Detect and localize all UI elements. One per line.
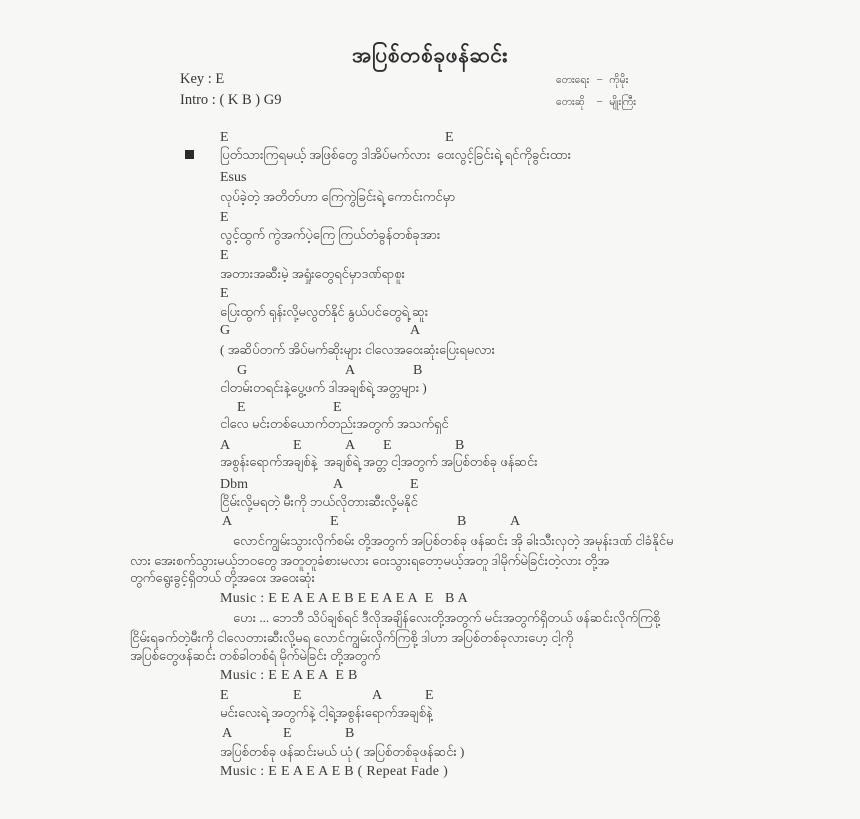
lyric-text: အတားအဆီးမဲ့ အရှုံးတွေရင်မှာဒဏ်ရာစူး (220, 266, 405, 281)
lyric-text: ငါတမ်းတရင်းနဲ့ပွေ့ဖက် ဒါအချစ်ရဲ့ အတ္တများ ) (220, 380, 427, 395)
lyric-text: ငြိမ်းလို့မရတဲ့ မီးကို ဘယ်လိုတားဆီးလို့မနိုင် (220, 494, 418, 509)
chord-symbol: A (220, 438, 231, 453)
lyric-line (0, 648, 860, 668)
lyric-line (0, 705, 860, 725)
lyric-text: လောင်ကျွမ်းသွားလိုက်စမ်း တို့အတွက် အပြစ်တစ်ခု ဖန်ဆင်း အို ခါးသီးလှတဲ့ အမုန်းဒဏ် ငါခံနိုင်မ (233, 533, 674, 548)
lyric-line (0, 454, 860, 474)
chord-symbol: E (425, 688, 434, 703)
composer-credit (556, 74, 628, 89)
lyric-line (0, 494, 860, 514)
credit-dash: – (597, 74, 603, 85)
composer-credit-value: ကိုမိုး (609, 75, 629, 86)
chord-symbol: E (330, 514, 339, 529)
lyric-text: အပြစ်တစ်ခု ဖန်ဆင်းမယ် ယုံ ( အပြစ်တစ်ခုဖန်ဆင်း ) (220, 744, 465, 759)
music-interlude-text: Music : E E A E A E B E E A E A E B A (220, 591, 469, 606)
lyric-text: မင်းလေးရဲ့ အတွက်နဲ့ ငါ့ရဲ့အစွန်းရောက်အချစ်နဲ့ (220, 705, 433, 720)
lyric-line (0, 304, 860, 324)
key-line: Key : E (180, 71, 225, 87)
chord-symbol: E (283, 726, 292, 741)
composer-credit-label: တေးရေး (556, 75, 589, 86)
music-line (0, 591, 860, 611)
chord-symbol: A (333, 477, 344, 492)
lyric-text: လုပ်ခဲ့တဲ့ အတိတ်ဟာ ကြေကွဲခြင်းရဲ့ ကောင်းကင်မှာ (220, 189, 456, 204)
chord-symbol: B (455, 438, 465, 453)
chords-line (0, 286, 860, 306)
chords-line (0, 170, 860, 190)
chord-symbol: E (220, 248, 229, 263)
credit-dash: – (597, 96, 603, 107)
chord-symbol: A (222, 514, 233, 529)
lyric-line (0, 227, 860, 247)
chord-symbol: A (410, 323, 421, 338)
music-interlude-text: Music : E E A E A E B ( Repeat Fade ) (220, 764, 449, 779)
chords-line (0, 726, 860, 746)
chord-symbol: B (413, 363, 423, 378)
chords-line (0, 323, 860, 343)
chord-symbol: E (237, 400, 246, 415)
lyric-line (0, 380, 860, 400)
chord-symbol: Esus (220, 170, 247, 185)
lyric-text: တွက်ရွေးခွင့်ရှိတယ် တို့အဝေး အဝေးဆုံး (130, 570, 315, 585)
chord-symbol: A (222, 726, 233, 741)
chord-symbol: A (510, 514, 521, 529)
chord-symbol: E (220, 210, 229, 225)
chord-symbol: E (220, 130, 229, 145)
music-interlude-text: Music : E E A E A E B (220, 668, 358, 683)
singer-credit-value: မျိုးကြီး (609, 97, 636, 108)
lyric-text: ပြေးထွက် ရုန်းလို့မလွတ်နိုင် နွယ်ပင်တွေရဲ့ ဆူး (220, 304, 429, 319)
lyric-line (0, 416, 860, 436)
chord-symbol: E (383, 438, 392, 453)
chord-symbol: A (345, 363, 356, 378)
chord-symbol: E (333, 400, 342, 415)
chord-symbol: A (372, 688, 383, 703)
lyric-text: လွင့်ထွက် ကွဲအက်ပဲ့ကြေ ကြယ်တံခွန်တစ်ခုအား (220, 227, 441, 242)
lyric-text: ဟေး ... ဘေဘီ သိပ်ချစ်ရင် ဒီလိုအချိန်လေးတို့အတွက် မင်းအတွက်ရှိတယ် ဖန်ဆင်းလိုက်ကြစို့ (233, 610, 661, 625)
intro-line: Intro : ( K B ) G9 (180, 92, 282, 108)
lyric-text: ငြိမ်းရခက်တဲ့မီးကို ငါလေတားဆီးလို့မရ လောင်ကျွမ်းလိုက်ကြစို့ ဒါဟာ အပြစ်တစ်ခုလားဟေ့ ငါ့ကို (130, 630, 574, 645)
lyric-line (0, 610, 860, 630)
chord-symbol: E (410, 477, 419, 492)
music-line (0, 668, 860, 688)
chord-symbol: E (293, 438, 302, 453)
music-line (0, 764, 860, 784)
lyric-text: ပြတ်သားကြရမယ့် အဖြစ်တွေ ဒါအိပ်မက်လား ဝေးလွင့်ခြင်းရဲ့ ရင်ကိုခွင်းထား (220, 147, 572, 162)
chord-symbol: B (457, 514, 467, 529)
lyric-line (0, 189, 860, 209)
lyric-text: လား အေးစက်သွားမယ့်ဘဝတွေ အတူတူခံစားမလား ဝေးသွားရတော့မယ့်အတူ ဒါမိုက်မဲခြင်းတဲ့လား တို့အ (130, 553, 610, 568)
lyric-text: ( အဆိပ်တက် အိပ်မက်ဆိုးများ ငါလေအဝေးဆုံးပြေးရမလား (220, 342, 495, 357)
chord-symbol: E (220, 286, 229, 301)
chord-symbol: A (345, 438, 356, 453)
chords-line (0, 514, 860, 534)
song-title: အပြစ်တစ်ခုဖန်ဆင်း (352, 43, 508, 67)
lyric-text: အစွန်းရောက်အချစ်နဲ့ အချစ်ရဲ့ အတ္တ ငါ့အတွက် အပြစ်တစ်ခု ဖန်ဆင်း (220, 454, 538, 469)
singer-credit-label: တေးဆို (556, 97, 585, 108)
lyric-line (0, 630, 860, 650)
lyric-text: ငါလေ မင်းတစ်ယောက်တည်းအတွက် အသက်ရှင် (220, 416, 449, 431)
chord-symbol: B (345, 726, 355, 741)
chord-symbol: E (293, 688, 302, 703)
lyric-line (0, 147, 860, 167)
chord-symbol: E (445, 130, 454, 145)
lyric-line (0, 266, 860, 286)
chord-symbol: G (237, 363, 248, 378)
chords-line (0, 248, 860, 268)
lyric-line (0, 570, 860, 590)
chord-symbol: Dbm (220, 477, 248, 492)
chord-symbol: G (220, 323, 231, 338)
lyric-line (0, 342, 860, 362)
lyric-line (0, 533, 860, 553)
singer-credit (556, 96, 636, 111)
chord-symbol: E (220, 688, 229, 703)
lyric-line (0, 744, 860, 764)
lyric-text: အပြစ်တွေဖန်ဆင်း တစ်ခါတစ်ရံ မိုက်မဲခြင်း တို့အတွက် (130, 648, 381, 663)
